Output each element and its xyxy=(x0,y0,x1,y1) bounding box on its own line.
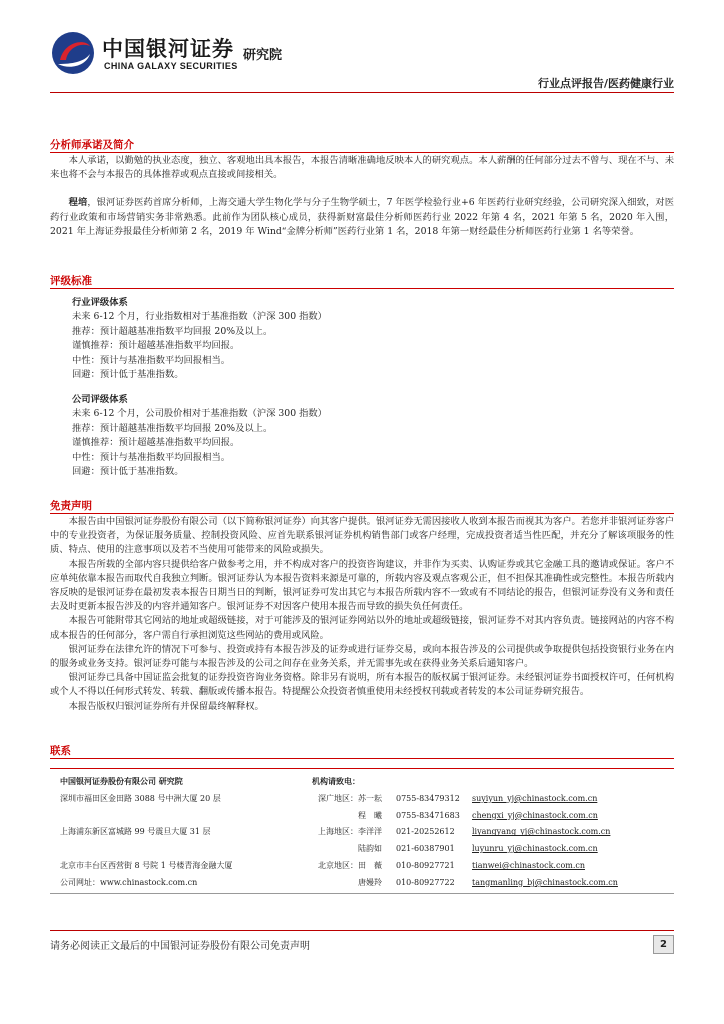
page-number: 2 xyxy=(653,935,674,954)
galaxy-logo-icon xyxy=(50,30,96,76)
rating-line: 推荐：预计超越基准指数平均回报 20%及以上。 xyxy=(72,325,273,337)
disclaimer-body xyxy=(50,515,674,714)
institution-contacts xyxy=(312,774,674,892)
rating-section-divider xyxy=(50,288,674,289)
rating-line: 回避：预计低于基准指数。 xyxy=(72,466,184,478)
rating-section-title: 评级标准 xyxy=(50,275,92,287)
brand-name-cn: 中国银河证券 xyxy=(102,37,234,61)
address-shanghai: 上海浦东新区富城路 99 号震旦大厦 31 层 xyxy=(60,827,211,837)
contact-row xyxy=(312,841,674,858)
disclaimer-paragraph: 本报告由中国银河证券股份有限公司（以下简称银河证券）向其客户提供。银河证券无需因接收人收到本报告而视其为客户。若您并非银河证券客户中的专业投资者，为保证服务质量、控制投资风险、应首先联系银河证券机构销售部门或客户经理，完成投资者适当性匹配，并充分了解该项服务的性质、特点、使用的注意事项以及若不当使用可能带来的风险或损失。 xyxy=(50,516,674,556)
rating-line: 未来 6-12 个月，公司股价相对于基准指数（沪深 300 指数） xyxy=(72,408,327,420)
contact-name: 陆韵如 xyxy=(358,844,382,854)
brand-name-en: CHINA GALAXY SECURITIES xyxy=(104,61,238,71)
disclaimer-paragraph: 本报告可能附带其它网站的地址或超级链接，对于可能涉及的银河证券网站以外的地址或超级链接，银河证券不对其内容负责。链接网站的内容不构成本报告的任何部分，客户需自行承担浏览这些网站的费用或风险。 xyxy=(50,615,674,641)
disclaimer-section-divider xyxy=(50,513,674,514)
contact-phone: 010-80927721 xyxy=(396,860,455,870)
contact-name: 苏一耘 xyxy=(358,793,382,803)
disclaimer-paragraph: 银河证券已具备中国证监会批复的证券投资咨询业务资格。除非另有说明，所有本报告的版权属于银河证券。未经银河证券书面授权许可，任何机构或个人不得以任何形式转发、转载、翻版或传播本报告。特提醒公众投资者慎重使用未经授权刊载或者转发的本公司证券研究报告。 xyxy=(50,672,674,698)
footer-divider xyxy=(50,930,674,931)
contact-email-link[interactable]: liyangyang_yj@chinastock.com.cn xyxy=(472,827,611,837)
contact-email-link[interactable]: tianwei@chinastock.com.cn xyxy=(472,860,586,870)
contact-region: 北京地区： xyxy=(318,860,358,870)
disclaimer-paragraph: 银河证券在法律允许的情况下可参与、投资或持有本报告涉及的证券或进行证券交易，或向本报告涉及的公司提供或争取提供包括投资银行业务在内的服务或业务支持。银河证券可能与本报告涉及的公司之间存在业务关系，并无需事先或在获得业务关系后通知客户。 xyxy=(50,643,674,670)
analyst-name: 程培 xyxy=(68,197,88,209)
company-rating-heading: 公司评级体系 xyxy=(72,394,128,405)
header-divider xyxy=(50,92,674,93)
contact-email-link[interactable]: chengxi_yj@chinastock.com.cn xyxy=(472,810,598,820)
contact-name: 李洋洋 xyxy=(358,827,382,837)
contact-phone: 010-80927722 xyxy=(396,877,455,887)
rating-line: 中性：预计与基准指数平均回报相当。 xyxy=(72,451,231,463)
contact-phone: 021-60387901 xyxy=(396,844,455,854)
contact-section-divider xyxy=(50,758,674,759)
contact-email-link[interactable]: tangmanling_bj@chinastock.com.cn xyxy=(472,877,618,887)
contact-name: 程 曦 xyxy=(358,810,382,820)
contact-region: 上海地区： xyxy=(318,827,358,837)
contact-phone: 0755-83471683 xyxy=(396,810,460,820)
footer-disclaimer-note: 请务必阅读正文最后的中国银河证券股份有限公司免责声明 xyxy=(50,941,310,952)
contact-region: 深广地区： xyxy=(318,793,358,803)
analyst-bio xyxy=(50,196,674,239)
contact-row xyxy=(312,791,674,808)
analyst-section-divider xyxy=(50,152,674,153)
industry-rating-heading: 行业评级体系 xyxy=(72,297,128,308)
company-rating xyxy=(72,393,327,479)
contact-row xyxy=(312,858,674,875)
contact-name: 唐嫚羚 xyxy=(358,877,382,887)
company-website[interactable]: 公司网址：www.chinastock.com.cn xyxy=(60,877,198,887)
address-shenzhen: 深圳市福田区金田路 3088 号中洲大厦 20 层 xyxy=(60,793,221,803)
analyst-section-title: 分析师承诺及简介 xyxy=(50,139,134,151)
institution-heading: 机构请致电： xyxy=(312,777,360,786)
contact-section-title: 联系 xyxy=(50,745,71,757)
rating-line: 推荐：预计超越基准指数平均回报 20%及以上。 xyxy=(72,422,273,434)
analyst-section xyxy=(50,154,674,239)
analyst-commitment: 本人承诺，以勤勉的执业态度，独立、客观地出具本报告，本报告清晰准确地反映本人的研究观点。本人薪酬的任何部分过去不曾与、现在不与、未来也将不会与本报告的具体推荐或观点直接或间接相关。 xyxy=(50,155,674,181)
contact-row xyxy=(312,824,674,841)
rating-line: 回避：预计低于基准指数。 xyxy=(72,369,184,381)
company-addresses xyxy=(60,774,320,892)
contact-table-bottom-rule xyxy=(50,893,674,894)
contact-row xyxy=(312,808,674,825)
contact-email-link[interactable]: suyiyun_yj@chinastock.com.cn xyxy=(472,793,598,803)
rating-line: 未来 6-12 个月，行业指数相对于基准指数（沪深 300 指数） xyxy=(72,311,327,323)
company-name: 中国银河证券股份有限公司 研究院 xyxy=(60,777,183,786)
address-beijing: 北京市丰台区西营街 8 号院 1 号楼青海金融大厦 xyxy=(60,860,233,870)
report-type: 行业点评报告/医药健康行业 xyxy=(537,77,674,90)
disclaimer-paragraph: 本报告版权归银河证券所有并保留最终解释权。 xyxy=(68,700,264,712)
contact-email-link[interactable]: luyunru_yj@chinastock.com.cn xyxy=(472,844,598,854)
contact-phone: 021-20252612 xyxy=(396,827,455,837)
disclaimer-paragraph: 本报告所载的全部内容只提供给客户做参考之用，并不构成对客户的投资咨询建议，并非作为买卖、认购证券或其它金融工具的邀请或保证。客户不应单纯依靠本报告而取代自我独立判断。银河证券认为本报告资料来源是可靠的，所载内容及观点客观公正，但不担保其准确性或完整性。本报告所载内容反映的是银河证券在最初发表本报告日期当日的判断，银河证券可发出其它与本报告所载内容不一致或有不同结论的报告，但银河证券没有义务和责任去及时更新本报告涉及的内容并通知客户。银河证券不对因客户使用本报告而导致的损失负任何责任。 xyxy=(50,558,674,613)
contact-table-top-rule xyxy=(50,768,674,769)
disclaimer-section-title: 免责声明 xyxy=(50,500,92,512)
contact-phone: 0755-83479312 xyxy=(396,793,460,803)
industry-rating xyxy=(72,296,327,382)
rating-line: 中性：预计与基准指数平均回报相当。 xyxy=(72,354,231,366)
rating-line: 谨慎推荐：预计超越基准指数平均回报。 xyxy=(72,340,240,352)
institute-label: 研究院 xyxy=(243,48,283,63)
analyst-bio-text: ，银河证券医药首席分析师，上海交通大学生物化学与分子生物学硕士，7 年医学检验行业+6 年医药行业研究经验，公司研究深入细致，对医药行业政策和市场营销实务非常熟悉。此前作为团队核心成员，获得新财富最佳分析师医药行业 2022 年第 4 名，2021 年第 5 名，2020 年入围，2021 年上海证券报最佳分析师第 2 名，2019 年 Wind“金牌分析师”医药行业第 1 名，2018 年第一财经最佳分析师医药行业第 1 名等荣誉。 xyxy=(50,197,674,237)
rating-line: 谨慎推荐：预计超越基准指数平均回报。 xyxy=(72,437,240,449)
contact-name: 田 薇 xyxy=(358,860,382,870)
contact-row xyxy=(312,875,674,892)
